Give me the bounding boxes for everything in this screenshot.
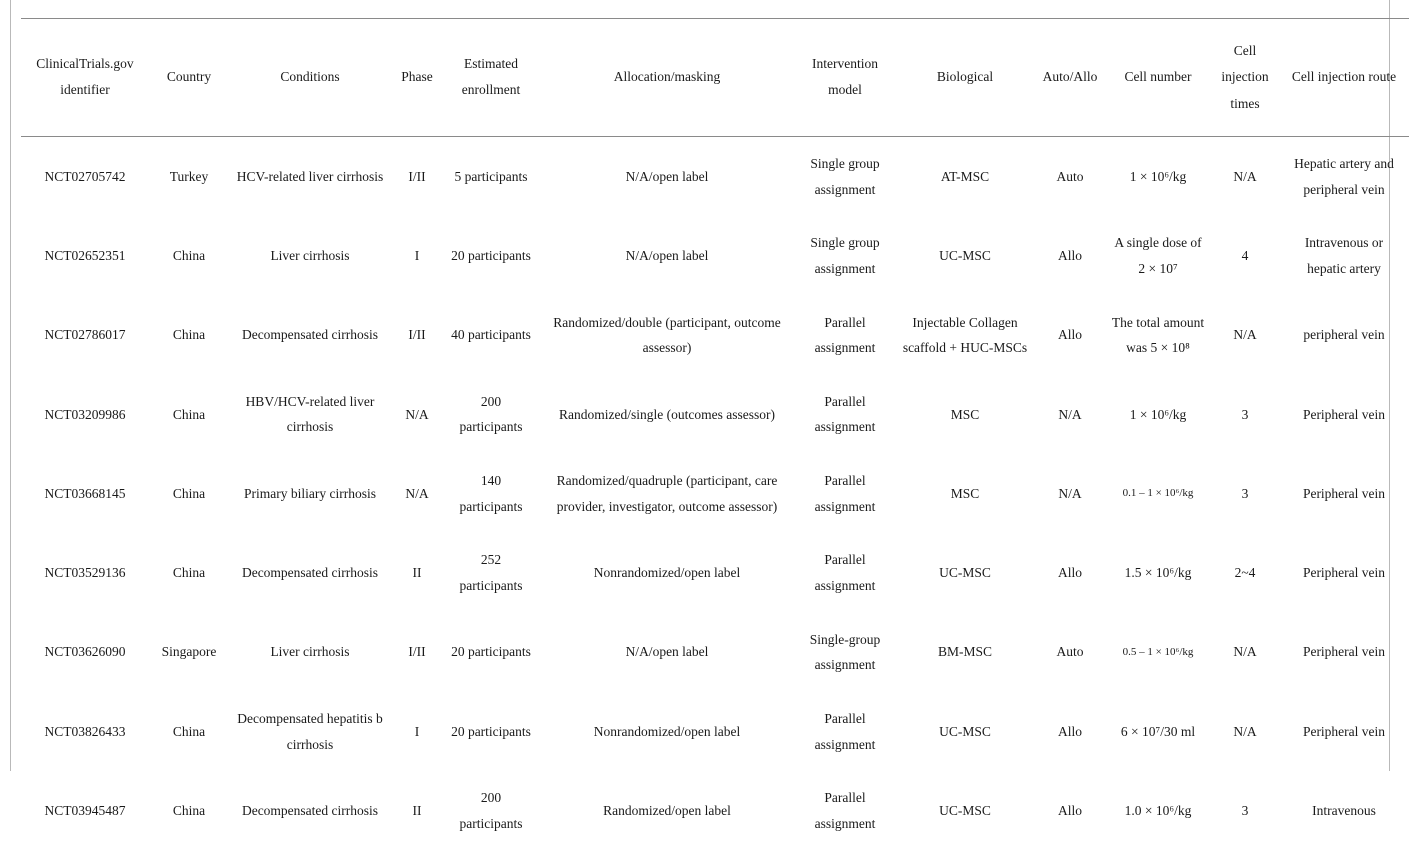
table-cell: 3 (1241, 803, 1249, 818)
table-cell: 4 (1241, 248, 1249, 264)
table-cell: China (172, 803, 206, 818)
table-cell: UC-MSC (939, 565, 991, 581)
table-row (21, 136, 1409, 216)
table-cell: 200 participants (459, 393, 523, 435)
table-cell: Randomized/open label (603, 803, 731, 818)
table-cell: Intravenous or hepatic artery (1304, 235, 1384, 276)
table-cell: Parallel assignment (814, 710, 876, 752)
column-header: Conditions (229, 19, 391, 137)
table-cell: Allo (1057, 723, 1082, 739)
table-cell: MSC (950, 485, 980, 501)
table-cell: NCT03209986 (44, 406, 126, 422)
table-cell: Nonrandomized/open label (593, 723, 741, 739)
table-cell: 5 participants (454, 168, 528, 184)
table-cell: Decompensated cirrhosis (241, 327, 379, 343)
table-cell: II (412, 565, 422, 581)
table-cell: HCV-related liver cirrhosis (236, 168, 384, 184)
table-cell: 40 participants (451, 327, 531, 343)
table-cell: I (414, 248, 420, 264)
table-cell: peripheral vein (1303, 327, 1385, 343)
table-cell: I (414, 723, 420, 739)
table-cell: 3 (1241, 406, 1249, 422)
table-cell: Hepatic artery and peripheral vein (1294, 155, 1394, 197)
table-cell: N/A/open label (625, 644, 709, 660)
table-cell: I/II (408, 327, 426, 343)
column-header: Cell injection route (1279, 19, 1409, 137)
table-cell: Peripheral vein (1302, 723, 1386, 739)
table-cell: 1 × 10⁶/kg (1129, 168, 1187, 184)
table-cell: NCT03668145 (44, 485, 126, 501)
column-header: Cell injection times (1211, 19, 1279, 137)
table-cell: NCT03945487 (44, 803, 126, 818)
table-cell: Intravenous (1312, 803, 1376, 818)
table-cell: II (412, 803, 422, 818)
table-cell: N/A (1058, 485, 1082, 501)
table-cell: 252 participants (459, 552, 523, 593)
table-cell: NCT03626090 (44, 644, 126, 660)
table-cell: N/A (405, 406, 429, 422)
table-cell: Primary biliary cirrhosis (244, 485, 376, 501)
table-cell: N/A (1058, 406, 1082, 422)
table-row (21, 533, 1409, 612)
table-cell: 1.5 × 10⁶/kg (1124, 565, 1192, 581)
table-cell: HBV/HCV-related liver cirrhosis (245, 393, 375, 435)
table-cell: 6 × 10⁷/30 ml (1120, 723, 1196, 739)
table-cell: Decompensated cirrhosis (241, 565, 379, 581)
table-cell: China (172, 406, 206, 422)
table-cell: Decompensated cirrhosis (241, 803, 379, 818)
table-cell: NCT03529136 (44, 565, 126, 581)
table-cell: Randomized/single (outcomes assessor) (559, 406, 775, 422)
table-cell: Peripheral vein (1302, 485, 1386, 501)
table-row (21, 613, 1409, 692)
table-row (21, 296, 1409, 375)
table-cell: UC-MSC (939, 803, 991, 818)
table-cell: MSC (950, 406, 980, 422)
table-cell: Single group assignment (810, 235, 880, 276)
table-cell: N/A (1233, 723, 1257, 739)
header-row (21, 19, 1409, 137)
table-cell: N/A/open label (625, 168, 709, 184)
column-header: Cell number (1105, 19, 1211, 137)
column-header: Phase (391, 19, 443, 137)
table-cell: The total amount was 5 × 10⁸ (1111, 314, 1205, 356)
table-cell: Single group assignment (810, 155, 880, 197)
table-cell: Decompensated hepatitis b cirrhosis (237, 710, 383, 752)
column-header: ClinicalTrials.gov identifier (21, 19, 149, 137)
column-header: Country (149, 19, 229, 137)
column-header: Auto/Allo (1035, 19, 1105, 137)
table-cell: 1.0 × 10⁶/kg (1124, 803, 1192, 818)
table-cell: China (172, 723, 206, 739)
table-cell: China (172, 565, 206, 581)
table-cell: Parallel assignment (814, 393, 876, 435)
table-row (21, 692, 1409, 771)
table-cell: UC-MSC (939, 723, 991, 739)
table-cell: N/A (405, 485, 429, 501)
table-cell: NCT02786017 (44, 327, 126, 343)
table-cell: Parallel assignment (814, 314, 876, 356)
table-cell: Allo (1057, 565, 1082, 581)
table-cell: N/A (1233, 168, 1257, 184)
table-cell: Liver cirrhosis (270, 248, 350, 264)
table-cell: Single-group assignment (809, 631, 881, 673)
clinical-trials-table (21, 18, 1409, 850)
table-cell: UC-MSC (939, 248, 991, 264)
table-cell: Peripheral vein (1302, 644, 1386, 660)
table-cell: Parallel assignment (814, 473, 876, 514)
table-cell: Singapore (161, 644, 217, 660)
table-cell: 20 participants (451, 248, 531, 264)
table-cell: 20 participants (451, 723, 531, 739)
table-row (21, 771, 1409, 850)
table-cell: 0.1 – 1 × 10⁶/kg (1122, 487, 1194, 500)
table-cell: N/A/open label (625, 248, 709, 264)
table-cell: China (172, 248, 206, 264)
table-row (21, 216, 1409, 295)
table-cell: Peripheral vein (1302, 565, 1386, 581)
table-cell: 140 participants (459, 473, 523, 514)
table-cell: Nonrandomized/open label (593, 565, 741, 581)
table-cell: 20 participants (451, 644, 531, 660)
table-cell: Injectable Collagen scaffold + HUC-MSCs (902, 314, 1028, 356)
table-cell: BM-MSC (937, 644, 993, 660)
table-cell: Liver cirrhosis (270, 644, 350, 660)
table-cell: Randomized/quadruple (participant, care provider, investigator, outcome assessor) (556, 473, 778, 514)
table-cell: Allo (1057, 327, 1082, 343)
table-cell: Auto (1056, 168, 1084, 184)
table-cell: AT-MSC (940, 168, 990, 184)
table-cell: N/A (1233, 327, 1257, 343)
column-header: Allocation/masking (539, 19, 795, 137)
table-cell: 2~4 (1234, 565, 1256, 581)
table-cell: Auto (1056, 644, 1084, 660)
table-cell: NCT03826433 (44, 723, 126, 739)
table-cell: Peripheral vein (1302, 406, 1386, 422)
table-cell: I/II (408, 644, 426, 660)
table-cell: A single dose of 2 × 10⁷ (1114, 235, 1202, 276)
table-cell: I/II (408, 168, 426, 184)
table-cell: N/A (1233, 644, 1257, 660)
table-row (21, 375, 1409, 454)
table-cell: China (172, 485, 206, 501)
page-left-border (10, 0, 11, 771)
column-header: Intervention model (795, 19, 895, 137)
table-cell: Turkey (169, 168, 209, 184)
column-header: Estimated enrollment (443, 19, 539, 137)
table-cell: Allo (1057, 803, 1082, 818)
column-header: Biological (895, 19, 1035, 137)
table-cell: Parallel assignment (814, 552, 876, 593)
table-cell: 0.5 – 1 × 10⁶/kg (1122, 645, 1194, 658)
table-row (21, 454, 1409, 533)
table-cell: 1 × 10⁶/kg (1129, 406, 1187, 422)
table-cell: NCT02705742 (44, 168, 126, 184)
table-cell: NCT02652351 (44, 248, 126, 264)
table-cell: 3 (1241, 485, 1249, 501)
table-cell: Parallel assignment (814, 790, 876, 831)
table-body (21, 136, 1409, 850)
table-cell: Allo (1057, 248, 1082, 264)
table-cell: China (172, 327, 206, 343)
table-cell: Randomized/double (participant, outcome assessor) (553, 314, 781, 356)
table-cell: 200 participants (459, 790, 523, 831)
